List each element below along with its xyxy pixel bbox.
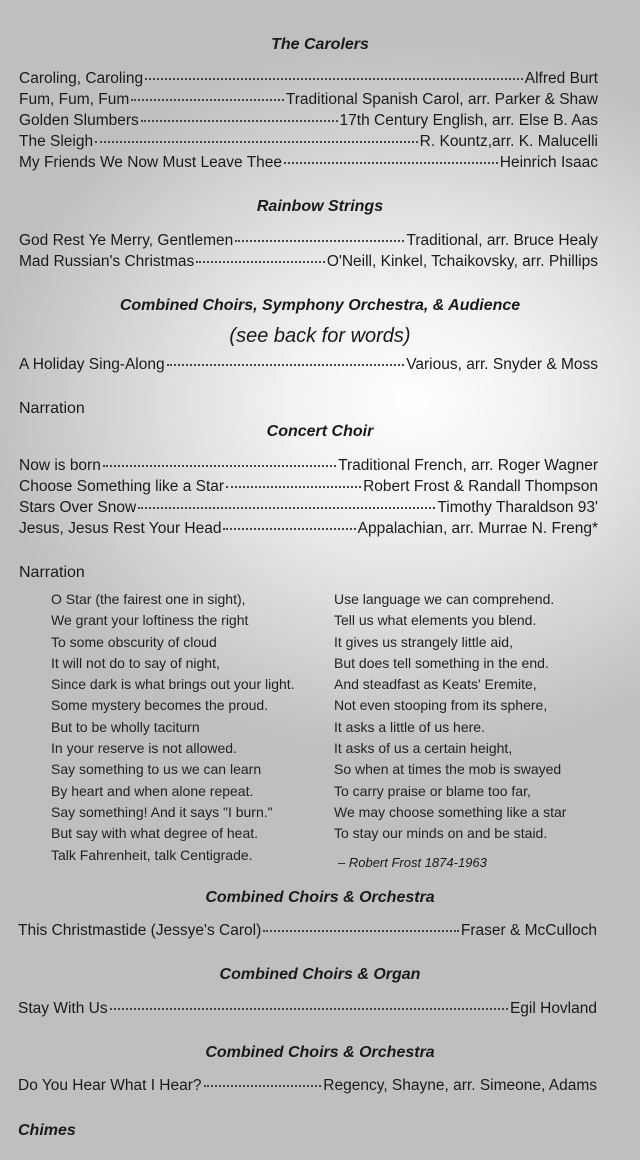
entry-title: Do You Hear What I Hear? bbox=[18, 1077, 202, 1094]
poem-line: To carry praise or blame too far, bbox=[334, 782, 531, 799]
poem-line: Say something! And it says "I burn." bbox=[51, 803, 273, 820]
poem-line: Talk Fahrenheit, talk Centigrade. bbox=[51, 846, 253, 863]
poem-line: Tell us what elements you blend. bbox=[334, 612, 537, 629]
dot-leader bbox=[131, 99, 284, 101]
entry-credit: Heinrich Isaac bbox=[499, 154, 598, 171]
program-entry bbox=[19, 499, 598, 517]
singalong-note: (see back for words) bbox=[229, 325, 411, 347]
dot-leader bbox=[196, 261, 325, 263]
section-heading-choirs-orchestra: Combined Choirs & Orchestra bbox=[205, 889, 435, 906]
entry-credit: Alfred Burt bbox=[524, 70, 598, 87]
section-heading-rainbow-strings: Rainbow Strings bbox=[256, 198, 384, 215]
program-entry bbox=[19, 356, 598, 374]
poem-attribution: – Robert Frost 1874-1963 bbox=[338, 855, 487, 870]
entry-credit: O'Neill, Kinkel, Tchaikovsky, arr. Phillips bbox=[326, 253, 598, 270]
program-entry bbox=[19, 133, 598, 151]
poem-line: And steadfast as Keats' Eremite, bbox=[334, 676, 537, 693]
entry-title: The Sleigh bbox=[19, 133, 94, 150]
program-entry bbox=[18, 1000, 597, 1018]
entry-credit: Fraser & McCulloch bbox=[460, 922, 597, 939]
poem-line: It asks of us a certain height, bbox=[334, 740, 513, 757]
dot-leader bbox=[223, 528, 355, 530]
poem-line: Use language we can comprehend. bbox=[334, 591, 555, 607]
poem-line: But say with what degree of heat. bbox=[51, 825, 259, 842]
program-entry bbox=[19, 70, 598, 88]
program-entry bbox=[18, 922, 597, 940]
dot-leader bbox=[235, 240, 404, 242]
entry-title: Mad Russian's Christmas bbox=[19, 253, 195, 270]
program-entry bbox=[19, 112, 598, 130]
program-entry bbox=[19, 232, 598, 250]
program-entry bbox=[19, 478, 598, 496]
entry-title: This Christmastide (Jessye's Carol) bbox=[18, 922, 262, 939]
entry-title: Stay With Us bbox=[18, 1000, 108, 1017]
entry-title: Fum, Fum, Fum bbox=[19, 91, 130, 108]
poem-line: It asks a little of us here. bbox=[334, 718, 485, 735]
entry-title: Choose Something like a Star bbox=[19, 478, 225, 495]
entry-credit: Traditional French, arr. Roger Wagner bbox=[338, 457, 598, 474]
program-entry bbox=[19, 91, 598, 109]
entry-credit: Traditional Spanish Carol, arr. Parker & Shaw bbox=[285, 91, 598, 108]
entry-credit: R. Kountz,arr. K. Malucelli bbox=[419, 133, 598, 150]
section-heading-choirs-orchestra: Combined Choirs & Orchestra bbox=[205, 1044, 435, 1061]
dot-leader bbox=[141, 120, 338, 122]
poem-line: It will not do to say of night, bbox=[51, 654, 220, 671]
poem-line: To some obscurity of cloud bbox=[51, 633, 217, 650]
entry-credit: Egil Hovland bbox=[509, 1000, 597, 1017]
entry-title: Golden Slumbers bbox=[19, 112, 139, 129]
poem-line: We grant your loftiness the right bbox=[51, 612, 249, 629]
entry-credit: 17th Century English, arr. Else B. Aas bbox=[339, 112, 598, 129]
dot-leader bbox=[226, 486, 361, 488]
entry-title: Now is born bbox=[19, 457, 101, 474]
narration-label: Narration bbox=[19, 564, 85, 581]
entry-credit: Traditional, arr. Bruce Healy bbox=[406, 232, 598, 249]
program-entry bbox=[18, 1077, 597, 1095]
entry-credit: Appalachian, arr. Murrae N. Freng* bbox=[357, 520, 598, 537]
poem-line: By heart and when alone repeat. bbox=[51, 782, 254, 799]
poem-line: Not even stooping from its sphere, bbox=[334, 697, 548, 714]
dot-leader bbox=[263, 930, 459, 932]
poem-line: It gives us strangely little aid, bbox=[334, 633, 513, 650]
entry-title: Jesus, Jesus Rest Your Head bbox=[19, 520, 222, 537]
narration-label: Narration bbox=[19, 400, 85, 417]
section-heading-singalong: Combined Choirs, Symphony Orchestra, & Audience bbox=[119, 297, 521, 314]
dot-leader bbox=[103, 465, 336, 467]
entry-title: God Rest Ye Merry, Gentlemen bbox=[19, 232, 234, 249]
program-entry bbox=[19, 253, 598, 271]
dot-leader bbox=[204, 1085, 322, 1087]
poem-line: We may choose something like a star bbox=[334, 803, 567, 820]
dot-leader bbox=[167, 364, 405, 366]
poem-line: But does tell something in the end. bbox=[334, 654, 549, 671]
dot-leader bbox=[138, 507, 435, 509]
poem-line: In your reserve is not allowed. bbox=[51, 740, 237, 757]
entry-credit: Various, arr. Snyder & Moss bbox=[406, 356, 598, 373]
poem-column-left bbox=[51, 589, 295, 866]
entry-credit: Regency, Shayne, arr. Simeone, Adams bbox=[323, 1077, 597, 1094]
poem-line: To stay our minds on and be staid. bbox=[334, 825, 548, 842]
poem-line: Some mystery becomes the proud. bbox=[51, 697, 269, 714]
poem-line: But to be wholly taciturn bbox=[51, 718, 200, 735]
program-entry bbox=[19, 154, 598, 172]
chimes-label: Chimes bbox=[18, 1122, 76, 1139]
poem-line: So when at times the mob is swayed bbox=[334, 761, 562, 778]
entry-title: Caroling, Caroling bbox=[19, 70, 144, 87]
section-heading-concert-choir: Concert Choir bbox=[266, 423, 374, 440]
program-entry bbox=[19, 520, 598, 538]
dot-leader bbox=[145, 78, 523, 80]
poem-column-right bbox=[334, 589, 566, 845]
section-heading-choirs-organ: Combined Choirs & Organ bbox=[219, 966, 421, 983]
entry-title: Stars Over Snow bbox=[19, 499, 137, 516]
dot-leader bbox=[110, 1008, 508, 1010]
section-heading-carolers: The Carolers bbox=[271, 36, 369, 53]
program-entry bbox=[19, 457, 598, 475]
poem-line: O Star (the fairest one in sight), bbox=[51, 591, 246, 607]
poem-line: Since dark is what brings out your light. bbox=[51, 676, 295, 693]
entry-credit: Robert Frost & Randall Thompson bbox=[363, 478, 598, 495]
entry-title: A Holiday Sing-Along bbox=[19, 356, 165, 373]
entry-title: My Friends We Now Must Leave Thee bbox=[19, 154, 283, 171]
dot-leader bbox=[284, 162, 498, 164]
entry-credit: Timothy Tharaldson 93' bbox=[437, 499, 598, 516]
poem-line: Say something to us we can learn bbox=[51, 761, 262, 778]
dot-leader bbox=[95, 141, 418, 143]
